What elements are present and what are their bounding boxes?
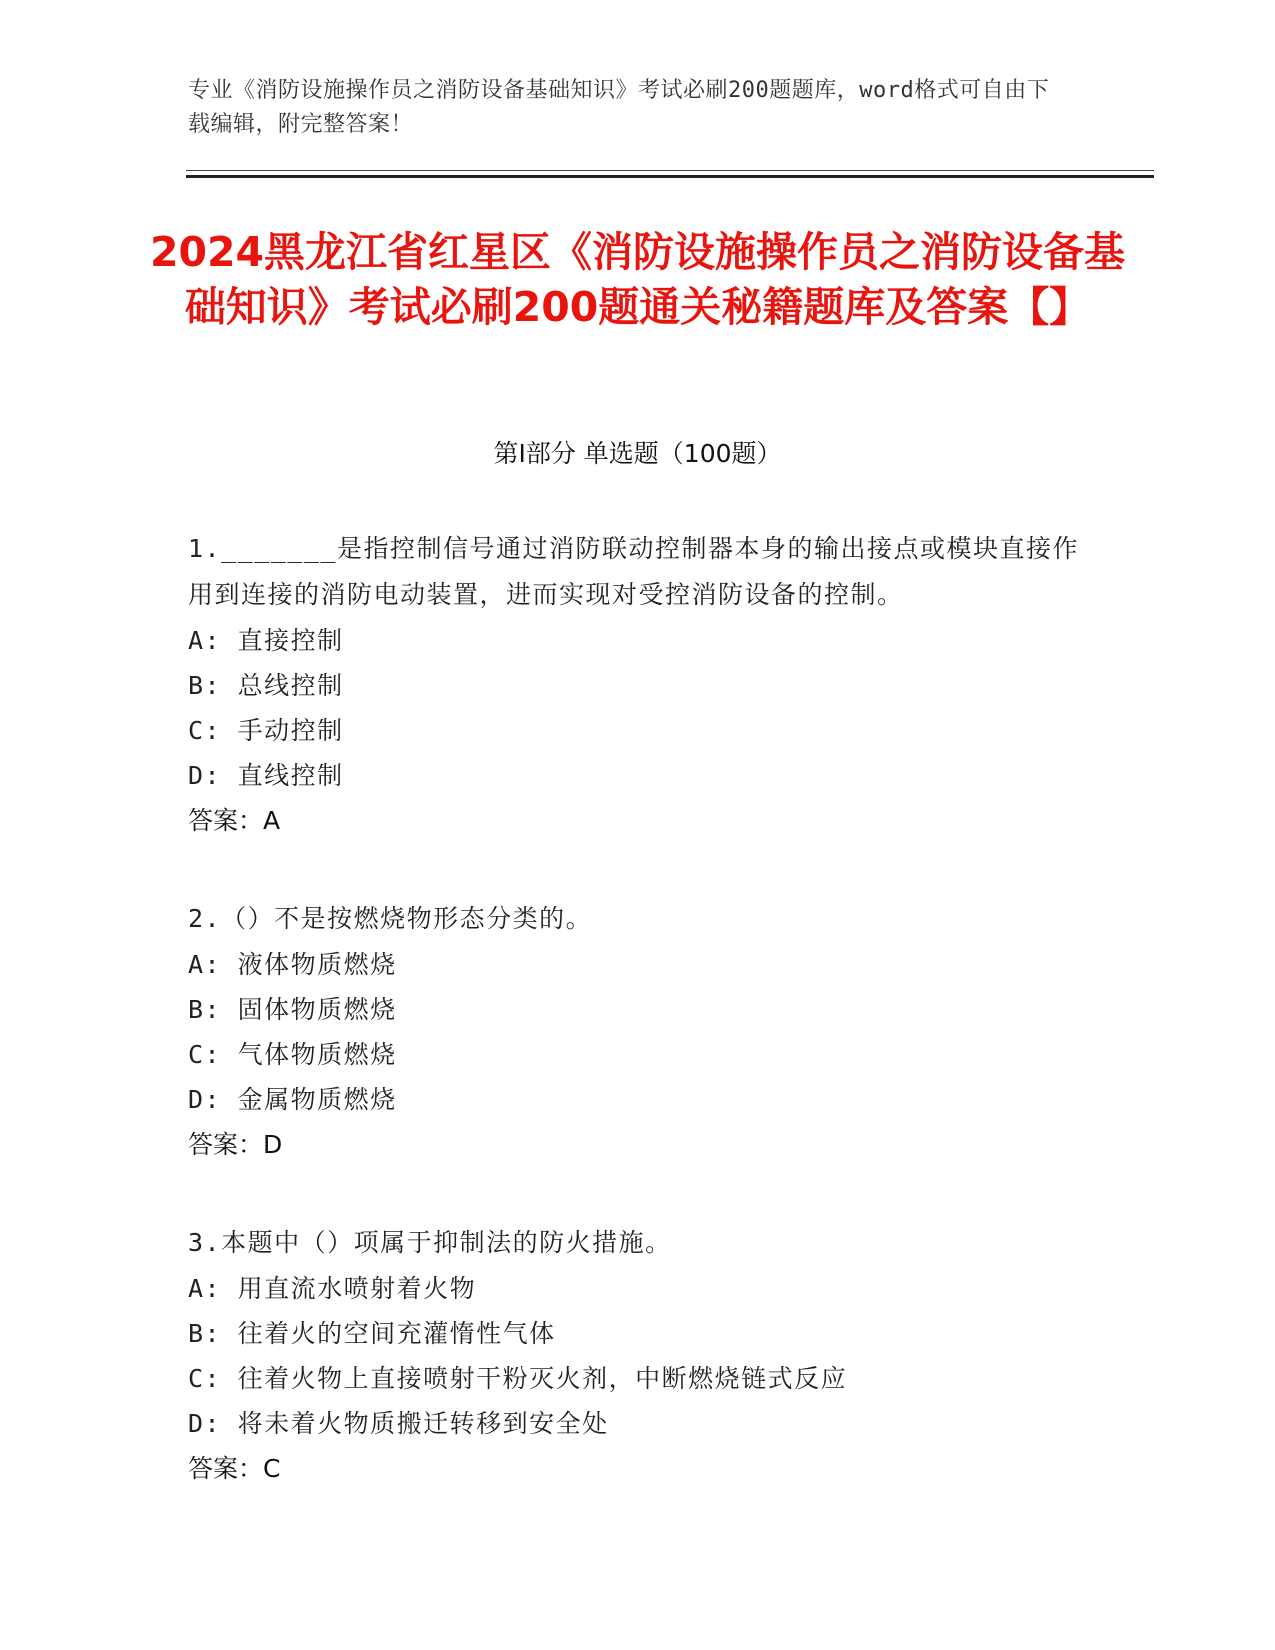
option-c: C: 往着火物上直接喷射干粉灭火剂，中断燃烧链式反应 xyxy=(188,1364,848,1393)
option-d: D: 将未着火物质搬迁转移到安全处 xyxy=(188,1409,609,1438)
option-c: C: 气体物质燃烧 xyxy=(188,1040,397,1069)
option-a: A: 液体物质燃烧 xyxy=(188,950,397,979)
question-3 xyxy=(188,1220,1088,1491)
answer: 答案：C xyxy=(188,1454,281,1483)
header-divider-thick xyxy=(186,175,1154,178)
option-a: A: 用直流水喷射着火物 xyxy=(188,1274,477,1303)
question-list xyxy=(188,526,1088,1544)
answer: 答案：A xyxy=(188,806,281,835)
answer: 答案：D xyxy=(188,1130,283,1159)
option-c: C: 手动控制 xyxy=(188,716,344,745)
question-stem: 3.本题中（）项属于抑制法的防火措施。 xyxy=(188,1228,672,1257)
header-note: 专业《消防设施操作员之消防设备基础知识》考试必刷200题题库，word格式可自由下载编辑，附完整答案！ xyxy=(188,78,1050,137)
option-b: B: 总线控制 xyxy=(188,671,344,700)
option-b: B: 固体物质燃烧 xyxy=(188,995,397,1024)
section-title: 第Ⅰ部分 单选题（100题） xyxy=(493,439,782,468)
header-divider-thin xyxy=(186,170,1154,171)
question-2 xyxy=(188,896,1088,1167)
option-a: A: 直接控制 xyxy=(188,626,344,655)
question-stem: 2.（）不是按燃烧物形态分类的。 xyxy=(188,904,593,933)
option-d: D: 直线控制 xyxy=(188,761,344,790)
question-stem: 1._______是指控制信号通过消防联动控制器本身的输出接点或模块直接作用到连接的消防电动装置，进而实现对受控消防设备的控制。 xyxy=(188,534,1079,609)
document-title: 2024黑龙江省红星区《消防设施操作员之消防设备基础知识》考试必刷200题通关秘籍题库及答案【】 xyxy=(149,228,1126,331)
option-b: B: 往着火的空间充灌惰性气体 xyxy=(188,1319,556,1348)
option-d: D: 金属物质燃烧 xyxy=(188,1085,397,1114)
question-1 xyxy=(188,526,1088,843)
